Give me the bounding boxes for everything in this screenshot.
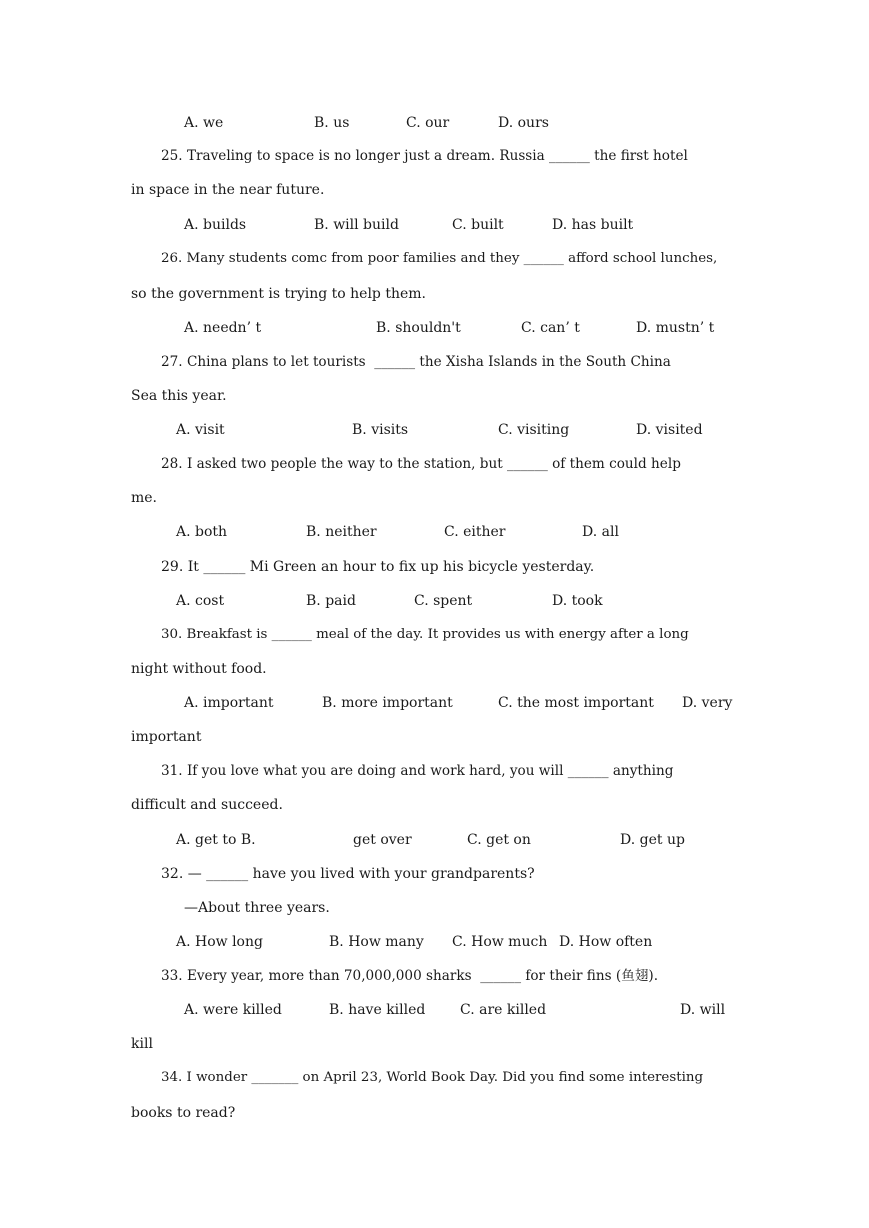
q33-option-c: C. are killed xyxy=(460,1002,547,1018)
q25-option-d: D. has built xyxy=(552,217,634,233)
q29-option-d: D. took xyxy=(552,593,603,609)
q33-option-a: A. were killed xyxy=(184,1002,282,1018)
q24-option-a: A. we xyxy=(184,115,224,131)
q34-stem-line1: 34. I wonder _______ on April 23, World Book Day. Did you find some interesting xyxy=(161,1070,704,1085)
q25-stem-line2: in space in the near future. xyxy=(131,182,325,198)
q28-option-a: A. both xyxy=(176,524,228,540)
q30-option-c: C. the most important xyxy=(498,695,654,711)
q26-option-b: B. shouldn't xyxy=(376,320,461,336)
q30-option-a: A. important xyxy=(184,695,274,711)
q31-option-d: D. get up xyxy=(620,832,685,848)
q32-stem-line2: —About three years. xyxy=(184,900,330,916)
q25-option-c: C. built xyxy=(452,217,504,233)
q33-option-d-continued: kill xyxy=(131,1036,153,1052)
q27-option-d: D. visited xyxy=(636,422,703,438)
q26-option-c: C. can’ t xyxy=(521,320,580,336)
q24-option-b: B. us xyxy=(314,115,350,131)
q27-stem-line1: 27. China plans to let tourists ______ the Xisha Islands in the South China xyxy=(161,354,671,370)
q29-option-c: C. spent xyxy=(414,593,473,609)
q26-option-a: A. needn’ t xyxy=(184,320,262,336)
q28-option-d: D. all xyxy=(582,524,619,540)
q32-option-d: D. How often xyxy=(559,934,653,950)
q33-option-d: D. will xyxy=(680,1002,726,1018)
q25-stem-line1: 25. Traveling to space is no longer just a dream. Russia ______ the first hotel xyxy=(161,148,688,164)
q29-option-b: B. paid xyxy=(306,593,356,609)
q30-option-b: B. more important xyxy=(322,695,453,711)
q30-stem-line1: 30. Breakfast is ______ meal of the day. It provides us with energy after a long xyxy=(161,627,689,642)
q33-option-b: B. have killed xyxy=(329,1002,426,1018)
q27-option-a: A. visit xyxy=(176,422,225,438)
q33-stem-line1: 33. Every year, more than 70,000,000 sharks ______ for their fins (鱼翅). xyxy=(161,968,659,984)
q26-stem-line1: 26. Many students comc from poor families and they ______ afford school lunches, xyxy=(161,251,718,266)
q28-option-b: B. neither xyxy=(306,524,377,540)
q28-option-c: C. either xyxy=(444,524,506,540)
q30-option-d: D. very xyxy=(682,695,733,711)
q24-option-d: D. ours xyxy=(498,115,549,131)
q32-option-b: B. How many xyxy=(329,934,424,950)
q25-option-a: A. builds xyxy=(184,217,247,233)
q30-stem-line2: night without food. xyxy=(131,661,267,677)
q34-stem-line2: books to read? xyxy=(131,1105,236,1121)
q28-stem-line2: me. xyxy=(131,490,158,506)
q27-option-b: B. visits xyxy=(352,422,409,438)
q31-stem-line2: difficult and succeed. xyxy=(131,797,283,813)
q25-option-b: B. will build xyxy=(314,217,399,233)
q24-option-c: C. our xyxy=(406,115,450,131)
q31-option-b: get over xyxy=(353,832,412,848)
q31-option-a: A. get to B. xyxy=(176,832,256,848)
q31-option-c: C. get on xyxy=(467,832,531,848)
q28-stem-line1: 28. I asked two people the way to the station, but ______ of them could help xyxy=(161,456,681,472)
q31-stem-line1: 31. If you love what you are doing and work hard, you will ______ anything xyxy=(161,763,674,779)
q32-option-a: A. How long xyxy=(176,934,263,950)
q26-stem-line2: so the government is trying to help them. xyxy=(131,286,426,302)
q27-stem-line2: Sea this year. xyxy=(131,388,227,404)
q26-option-d: D. mustn’ t xyxy=(636,320,715,336)
q30-option-d-continued: important xyxy=(131,729,202,745)
q27-option-c: C. visiting xyxy=(498,422,570,438)
q29-option-a: A. cost xyxy=(176,593,225,609)
q32-stem-line1: 32. — ______ have you lived with your grandparents? xyxy=(161,866,535,882)
q29-stem-line1: 29. It ______ Mi Green an hour to fix up his bicycle yesterday. xyxy=(161,559,595,575)
q32-option-c: C. How much xyxy=(452,934,548,950)
